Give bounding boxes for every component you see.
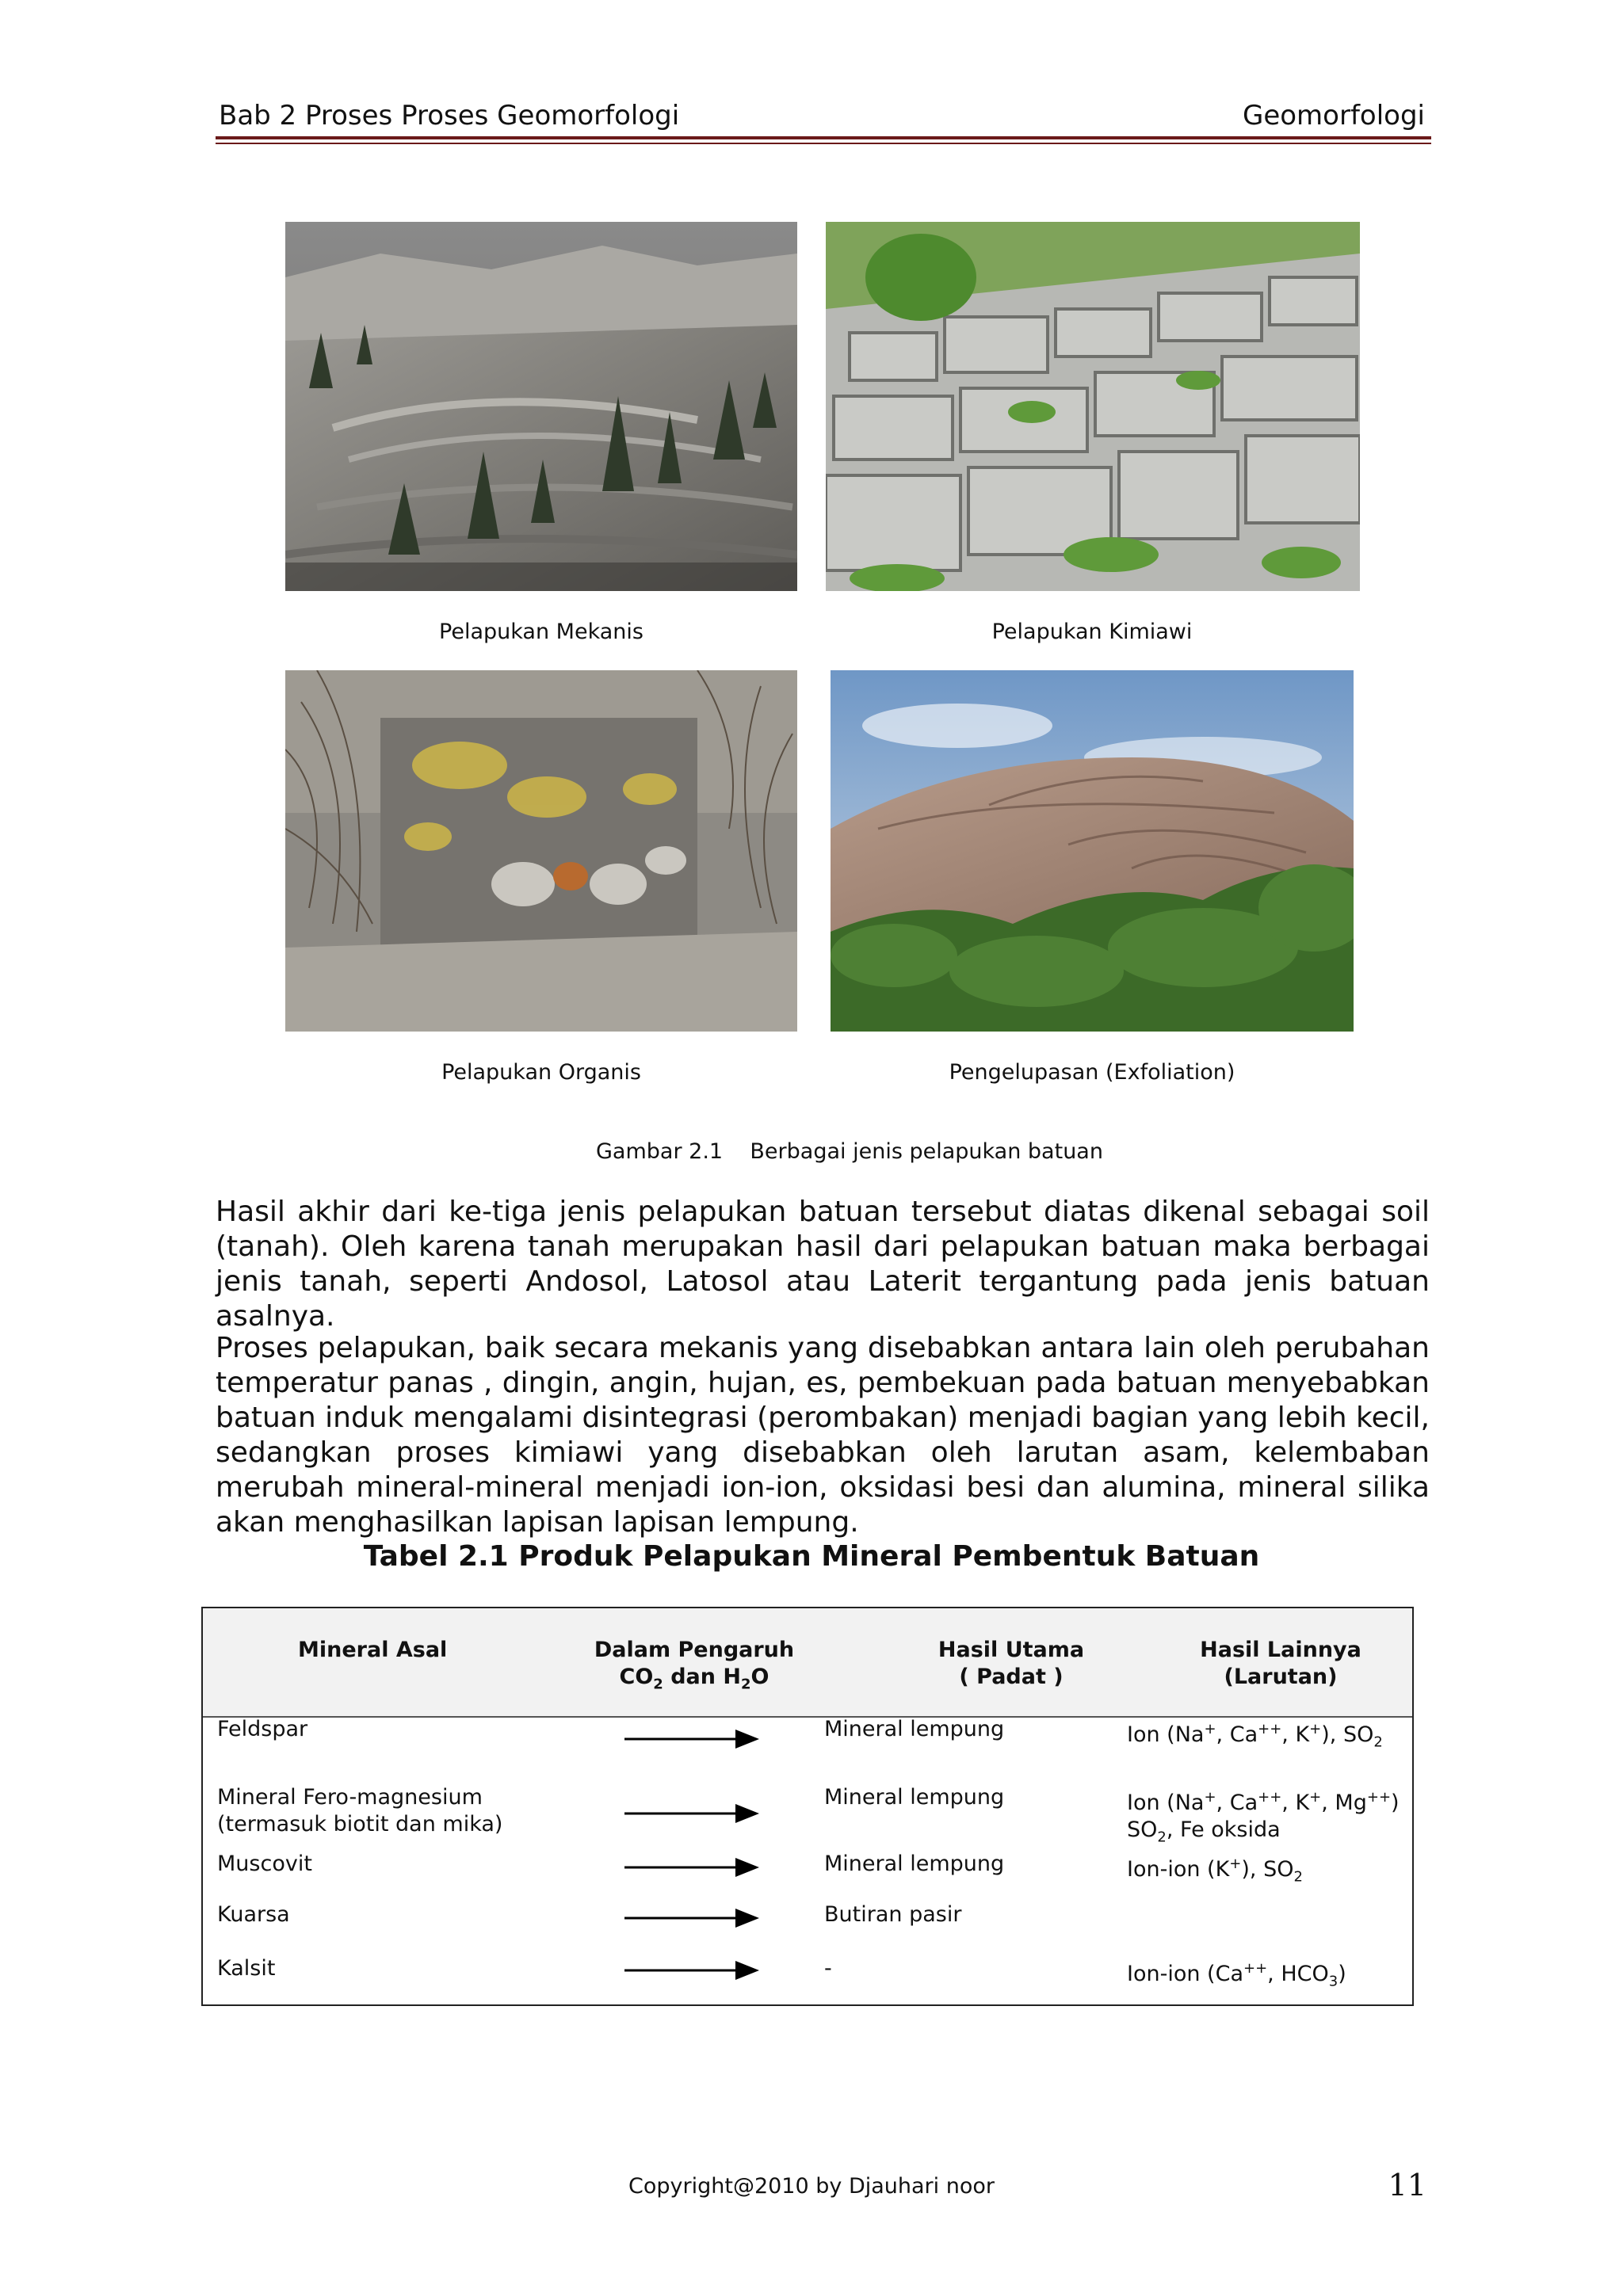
cell-mineral: Muscovit xyxy=(217,1852,312,1876)
cell-main-product: Mineral lempung xyxy=(824,1852,1005,1876)
header-chapter-title: Bab 2 Proses Proses Geomorfologi xyxy=(219,100,680,132)
weathering-products-table xyxy=(201,1607,1414,2006)
cell-main-product: - xyxy=(824,1956,832,1981)
header-dalam-pengaruh: Dalam Pengaruh $CO_2$ dan $H_2O$ xyxy=(552,1637,837,1698)
cell-other-products: Ion (Na+, Ca++, K+), $SO_2$ xyxy=(1127,1721,1383,1751)
page-number: 11 xyxy=(1388,2168,1426,2203)
header-hasil-lainnya: Hasil Lainnya (Larutan) xyxy=(1200,1638,1361,1689)
footer-copyright: Copyright@2010 by Djauhari noor xyxy=(628,2174,995,2199)
cell-mineral: Kuarsa xyxy=(217,1902,290,1927)
figure-caption-chemical: Pelapukan Kimiawi xyxy=(991,620,1193,644)
table-header xyxy=(203,1608,1412,1718)
photo-organic-weathering xyxy=(285,670,797,1032)
header-rule-thin xyxy=(216,143,1431,144)
cell-other-products: Ion-ion (Ca++, $HCO_3$) xyxy=(1127,1960,1346,1990)
photo-mechanical-weathering xyxy=(285,222,797,591)
arrow-icon xyxy=(624,1727,759,1751)
cell-mineral: Feldspar xyxy=(217,1717,308,1741)
cell-mineral: Mineral Fero-magnesium (termasuk biotit dan mika) xyxy=(217,1785,503,1836)
cell-main-product: Mineral lempung xyxy=(824,1717,1005,1741)
photo-exfoliation xyxy=(831,670,1354,1032)
figure-caption-organic: Pelapukan Organis xyxy=(441,1060,641,1085)
figure-caption-mechanical: Pelapukan Mekanis xyxy=(439,620,643,644)
photo-chemical-weathering xyxy=(826,222,1360,591)
arrow-icon xyxy=(624,1802,759,1825)
header-rule xyxy=(216,136,1431,139)
figure-caption: Gambar 2.1 Berbagai jenis pelapukan batuan xyxy=(596,1139,1103,1164)
header-book-title: Geomorfologi xyxy=(1242,100,1425,132)
header-co2-h2o: $CO_2$ dan $H_2O$ xyxy=(619,1665,769,1693)
header-hasil-utama: Hasil Utama ( Padat ) xyxy=(938,1638,1085,1689)
table-title: Tabel 2.1 Produk Pelapukan Mineral Pembentuk Batuan xyxy=(363,1540,1260,1573)
cell-other-products: Ion (Na+, Ca++, K+, Mg++) $SO_2$, Fe oksida xyxy=(1127,1789,1400,1846)
cell-mineral: Kalsit xyxy=(217,1956,276,1981)
arrow-icon xyxy=(624,1855,759,1879)
paragraph-2: Proses pelapukan, baik secara mekanis yang disebabkan antara lain oleh perubahan temperatur panas , dingin, angin, hujan, es, pembekuan pada batuan menyebabkan batuan induk mengalami disintegrasi (perombakan) menjadi bagian yang lebih kecil, sedangkan proses kimiawi yang disebabkan oleh larutan asam, kelembaban merubah mineral-mineral menjadi ion-ion, oksidasi besi dan alumina, mineral silika akan menghasilkan lapisan lapisan lempung. xyxy=(216,1332,1430,1539)
paragraph-1: Hasil akhir dari ke-tiga jenis pelapukan batuan tersebut diatas dikenal sebagai soil (tanah). Oleh karena tanah merupakan hasil dari pelapukan batuan maka berbagai jenis tanah, seperti Andosol, Latosol atau Laterit tergantung pada jenis batuan asalnya. xyxy=(216,1196,1430,1333)
cell-main-product: Butiran pasir xyxy=(824,1902,962,1927)
cell-other-products: Ion-ion (K+), $SO_2$ xyxy=(1127,1855,1303,1886)
header-mineral-asal: Mineral Asal xyxy=(298,1638,448,1662)
cell-main-product: Mineral lempung xyxy=(824,1785,1005,1810)
arrow-icon xyxy=(624,1958,759,1982)
figure-caption-exfoliation: Pengelupasan (Exfoliation) xyxy=(949,1060,1235,1085)
arrow-icon xyxy=(624,1906,759,1930)
